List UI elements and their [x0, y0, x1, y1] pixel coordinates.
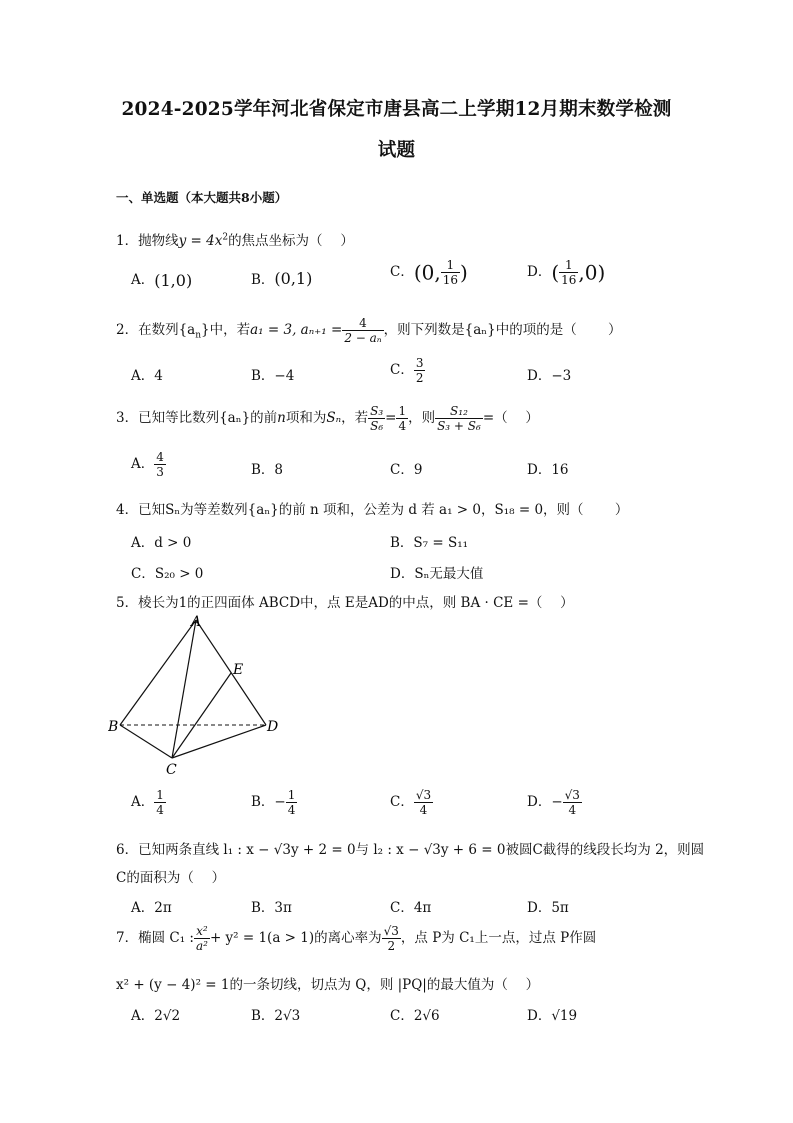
edge-ac — [172, 620, 196, 758]
q6-option-d: D．5π — [527, 900, 569, 916]
q5-b-num: 1 — [287, 788, 296, 802]
q1-d-num: 1 — [559, 258, 578, 273]
q3-mid: 项和为 — [285, 410, 327, 426]
q1-c-num: 1 — [441, 258, 460, 273]
q6-option-a: A．2π — [131, 900, 172, 916]
q7-post: ，点 P为 C₁上一点，过点 P作圆 — [400, 930, 597, 946]
q3-f2-den: 4 — [398, 419, 407, 433]
q1-d-den: 16 — [561, 273, 577, 287]
q7-fraction-2 — [382, 924, 401, 953]
section-heading: 一、单选题（本大题共8小题） — [116, 190, 288, 205]
doc-title-line-2: 试题 — [377, 140, 416, 161]
q1-option-d: D．( $\frac{1}{16}$ ,0) — [527, 258, 606, 287]
question-4: 4．已知Sₙ为等差数列{aₙ}的前 n 项和，公差为 d 若 a₁ > 0，S₁₈ = 0，则（ ） — [116, 502, 629, 518]
q3-f3-num: S₁₂ — [435, 404, 483, 419]
q3-mid3: ，则 — [408, 410, 436, 426]
q5-d-num: √3 — [564, 788, 580, 802]
q1-d-fraction — [559, 258, 578, 287]
vertex-b-label: B — [108, 719, 119, 735]
q5-a-label: A． — [131, 794, 155, 810]
q5-c-num: √3 — [415, 788, 432, 802]
doc-title-line-1: 2024-2025学年河北省保定市唐县高二上学期12月期末数学检测 — [121, 99, 672, 120]
q5-c-den: 4 — [419, 803, 428, 817]
q3-post: =（ ） — [482, 410, 539, 426]
q5-d-den: 4 — [568, 803, 577, 817]
q3-fraction-2 — [396, 404, 408, 433]
q3-f3-den: S₃ + S₆ — [437, 419, 481, 433]
question-6-line-1: 6．已知两条直线 l₁ : x − √3y + 2 = 0与 l₂ : x − √3y + 6 = 0被圆C截得的线段长均为 2，则圆 — [116, 842, 705, 858]
q2-option-b: B．−4 — [251, 368, 295, 384]
q5-a-num: 1 — [156, 788, 164, 802]
q5-c-label: C． — [390, 794, 414, 810]
q7-f-num: x² — [194, 924, 210, 939]
q1-c-right: ) — [460, 260, 468, 285]
q5-a-den: 4 — [156, 803, 164, 817]
q5-option-a — [131, 788, 166, 817]
q3-eq: = — [385, 410, 397, 426]
q3-f1-num: S₃ — [370, 404, 384, 418]
q3-a-fraction — [154, 450, 166, 479]
q6-option-c: C．4π — [390, 900, 432, 916]
q5-b-fraction — [286, 788, 298, 817]
q5-option-c — [390, 788, 433, 817]
q1-option-c — [390, 258, 468, 287]
edge-cd — [172, 725, 266, 758]
q3-a-label: A． — [131, 456, 155, 472]
q1-d-label: D． — [527, 264, 552, 280]
q1-c-den: 16 — [442, 273, 459, 287]
edge-ab — [120, 620, 196, 725]
q3-option-a — [131, 450, 166, 479]
q1-d-right: ,0) — [578, 260, 606, 285]
q2-den: 2 − aₙ — [344, 331, 382, 345]
question-7-line-1 — [116, 924, 596, 953]
q3-fraction-1 — [368, 404, 385, 433]
q3-a-num: 4 — [156, 450, 164, 464]
q5-option-b — [251, 788, 297, 817]
q3-n: n — [277, 410, 286, 426]
q7-option-a: A．2√2 — [131, 1008, 181, 1024]
q7-pre: 7．椭圆 C₁ : — [116, 930, 194, 946]
q5-b-den: 4 — [287, 803, 296, 817]
q4-option-b: B．S₇ = S₁₁ — [390, 535, 469, 551]
q5-option-d — [527, 788, 582, 817]
q2-fraction — [342, 316, 383, 345]
q7-option-c: C．2√6 — [390, 1008, 440, 1024]
edge-bc — [120, 725, 172, 758]
q7-mid: + y² = 1(a > 1)的离心率为 — [209, 930, 382, 946]
q3-option-c: C．9 — [390, 462, 423, 478]
q1-b-label: B． — [251, 272, 275, 288]
q5-d-label: D．− — [527, 794, 563, 810]
q1-text-pre: 1．抛物线 — [116, 233, 179, 249]
vertex-c-label: C — [166, 762, 177, 778]
q2-pre: 2．在数列{a — [116, 322, 196, 338]
q1-c-fraction — [441, 258, 460, 287]
question-3 — [116, 404, 539, 433]
q5-a-fraction — [154, 788, 166, 817]
q7-e-num: √3 — [383, 924, 399, 938]
q6-option-b: B．3π — [251, 900, 292, 916]
q7-f-den: a² — [195, 939, 208, 953]
q3-a-den: 3 — [156, 465, 164, 479]
q1-option-b — [251, 268, 312, 288]
q3-s: Sₙ — [326, 410, 342, 426]
q2-option-a: A．4 — [131, 368, 163, 384]
q1-c-label: C． — [390, 264, 414, 280]
q7-fraction-1 — [194, 924, 210, 953]
question-1 — [116, 229, 354, 249]
tetrahedron-figure — [108, 612, 288, 782]
vertex-a-label: A — [191, 614, 202, 630]
vertex-d-label: D — [267, 719, 279, 735]
q3-mid2: ，若 — [341, 410, 369, 426]
q5-b-label: B．− — [251, 794, 286, 810]
q2-c-den: 2 — [415, 371, 424, 385]
q1-option-a — [131, 268, 192, 290]
q3-fraction-3 — [435, 404, 483, 433]
q5-d-fraction — [563, 788, 582, 817]
q2-post: ，则下列数是{aₙ}中的项的是（ ） — [383, 322, 622, 338]
q3-f2-num: 1 — [398, 404, 407, 418]
q2-condition: a₁ = 3, aₙ₊₁ = — [250, 322, 343, 338]
q1-a-label: A． — [131, 272, 155, 288]
q7-e-den: 2 — [387, 939, 396, 953]
point-e-label: E — [233, 662, 244, 678]
q1-exp: 2 — [222, 232, 229, 243]
q2-c-fraction — [414, 356, 426, 385]
q1-c-left: (0, — [413, 260, 441, 285]
q4-option-a: A．d > 0 — [131, 535, 192, 551]
q1-a-value: (1,0) — [154, 271, 193, 290]
q3-option-d: D．16 — [527, 462, 569, 478]
q2-c-num: 3 — [415, 356, 424, 370]
q7-option-d: D．√19 — [527, 1008, 578, 1024]
q3-option-b: B．8 — [251, 462, 284, 478]
question-6-line-2: C的面积为（ ） — [116, 870, 226, 886]
q2-c-label: C． — [390, 362, 414, 378]
segment-ce — [172, 673, 231, 758]
q1-text-post: 的焦点坐标为（ ） — [228, 233, 354, 249]
q2-mid: }中，若 — [201, 322, 251, 338]
question-2: 2．在数列$\{a_n\}$中，若a₁ = 3, aₙ₊₁ = $\frac{4}{\text{2 − aₙ}}$ ，则下列数是{aₙ}中的项的是（ ） — [116, 316, 622, 345]
q3-f1-den: S₆ — [370, 419, 384, 433]
q4-option-c: C．S₂₀ > 0 — [131, 566, 204, 582]
q3-pre: 3．已知等比数列{aₙ}的前 — [116, 410, 278, 426]
question-5: 5．棱长为1的正四面体 ABCD中，点 E是AD的中点，则 BA · CE =（ ） — [116, 595, 574, 611]
q1-b-value: (0,1) — [274, 269, 313, 288]
q2-option-d: D．−3 — [527, 368, 572, 384]
q4-option-d: D．Sₙ无最大值 — [390, 566, 484, 582]
question-7-line-2: x² + (y − 4)² = 1的一条切线，切点为 Q，则 |PQ|的最大值为（ ） — [116, 977, 540, 993]
q7-option-b: B．2√3 — [251, 1008, 301, 1024]
q1-expr: y = 4x — [178, 233, 223, 249]
q5-c-fraction — [414, 788, 433, 817]
q2-num: 4 — [342, 316, 383, 331]
q2-option-c — [390, 356, 425, 385]
